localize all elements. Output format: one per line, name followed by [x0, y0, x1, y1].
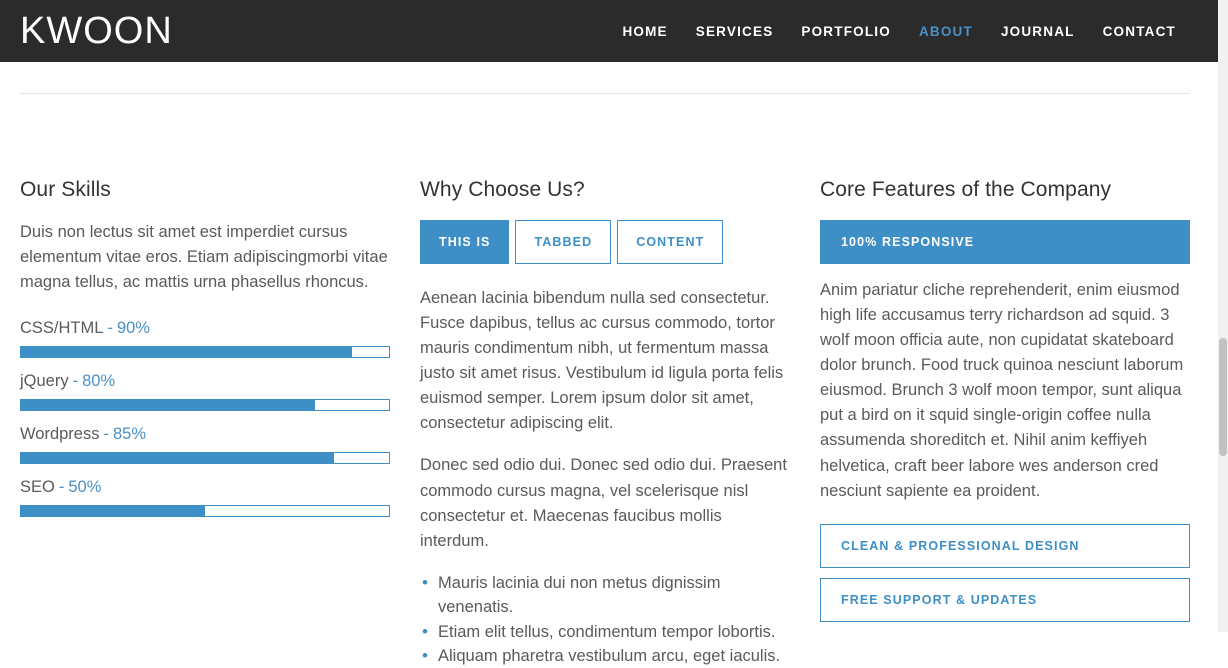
- accordion-header-free-support[interactable]: FREE SUPPORT & UPDATES: [820, 578, 1190, 622]
- nav-item-services[interactable]: SERVICES: [695, 23, 774, 39]
- tab-paragraph-1: Aenean lacinia bibendum nulla sed consectetur. Fusce dapibus, tellus ac cursus commodo, tortor mauris condimentum nibh, ut fermentum massa justo sit amet risus. Vestibulum id ligula porta felis euismod semper. Lorem ipsum dolor sit amet, consectetur adipiscing elit.: [420, 289, 784, 433]
- skill-progress-bar: [20, 346, 390, 358]
- skill-name: Wordpress: [20, 425, 100, 444]
- site-header: [0, 0, 1228, 62]
- skill-label: [20, 372, 390, 391]
- nav-item-home[interactable]: HOME: [622, 23, 668, 39]
- skill-separator: -: [107, 319, 113, 338]
- skill-label: [20, 319, 390, 338]
- skill-progress-bar: [20, 452, 390, 464]
- skill-progress-fill: [21, 400, 315, 410]
- skill-name: CSS/HTML: [20, 319, 104, 338]
- list-item: • Aliquam pharetra vestibulum arcu, eget iaculis.: [420, 644, 790, 668]
- skill-item: [20, 372, 390, 411]
- skill-progress-fill: [21, 453, 334, 463]
- skill-percent: 50%: [68, 478, 102, 497]
- tab-list: [420, 220, 790, 264]
- skill-label: [20, 425, 390, 444]
- list-item: • Mauris lacinia dui non metus dignissim venenatis.: [420, 571, 790, 620]
- section-divider: [20, 93, 1190, 94]
- nav-item-about[interactable]: ABOUT: [918, 23, 973, 39]
- skill-percent: 90%: [116, 319, 150, 338]
- tabs-title: Why Choose Us?: [420, 178, 585, 201]
- skill-item: [20, 425, 390, 464]
- content-columns: [0, 178, 1228, 668]
- tab-bullet-list: [420, 571, 790, 668]
- skills-title: Our Skills: [20, 178, 111, 201]
- list-item: • Etiam elit tellus, condimentum tempor lobortis.: [420, 620, 790, 644]
- skills-column: [0, 178, 420, 668]
- site-logo-text: KWOON: [20, 10, 173, 52]
- tab-paragraph-2: Donec sed odio dui. Donec sed odio dui. Praesent commodo cursus magna, vel scelerisque nisl consectetur et. Maecenas faucibus mollis interdum.: [420, 456, 787, 550]
- skill-name: SEO: [20, 478, 55, 497]
- features-column: [820, 178, 1228, 668]
- accordion-header-clean-design[interactable]: CLEAN & PROFESSIONAL DESIGN: [820, 524, 1190, 568]
- skill-progress-bar: [20, 399, 390, 411]
- tabs-column: [420, 178, 820, 668]
- skill-name: jQuery: [20, 372, 69, 391]
- page-scrollbar-track[interactable]: [1218, 0, 1228, 632]
- skill-percent: 85%: [112, 425, 147, 444]
- accordion-item-clean-design: [820, 524, 1190, 568]
- skill-item: [20, 319, 390, 358]
- accordion-body-responsive: Anim pariatur cliche reprehenderit, enim eiusmod high life accusamus terry richardson ad squid. 3 wolf moon officia aute, non cupidatat skateboard dolor brunch. Food truck quinoa nesciunt laborum eiusmod. Brunch 3 wolf moon tempor, sunt aliqua put a bird on it squid single-origin coffee nulla assumenda shoreditch et. Nihil anim keffiyeh helvetica, craft beer labore wes anderson cred nesciunt sapiente ea proident.: [820, 281, 1184, 500]
- nav-item-journal[interactable]: JOURNAL: [1000, 23, 1075, 39]
- skill-separator: -: [72, 372, 79, 391]
- skills-intro-text: Duis non lectus sit amet est imperdiet cursus elementum vitae eros. Etiam adipiscingmorbi vitae magna tellus, ac mattis urna phasellus rhoncus.: [20, 223, 388, 292]
- main-nav: [608, 24, 1190, 39]
- nav-item-contact[interactable]: CONTACT: [1102, 23, 1176, 39]
- skill-item: [20, 478, 390, 517]
- skill-progress-bar: [20, 505, 390, 517]
- skill-separator: -: [103, 425, 109, 444]
- tab-tabbed[interactable]: TABBED: [515, 220, 611, 264]
- accordion-header-responsive[interactable]: 100% RESPONSIVE: [820, 220, 1190, 264]
- skill-percent: 80%: [82, 372, 116, 391]
- skill-progress-fill: [21, 347, 352, 357]
- accordion-item-responsive: [820, 220, 1190, 514]
- accordion-item-free-support: [820, 578, 1190, 622]
- site-logo[interactable]: [20, 12, 173, 50]
- skill-separator: -: [58, 478, 65, 497]
- page-scrollbar-thumb[interactable]: [1219, 338, 1227, 456]
- nav-item-portfolio[interactable]: PORTFOLIO: [801, 23, 891, 39]
- skill-label: [20, 478, 390, 497]
- tab-content[interactable]: CONTENT: [617, 220, 723, 264]
- features-title: Core Features of the Company: [820, 178, 1112, 201]
- skill-progress-fill: [21, 506, 205, 516]
- tab-this-is[interactable]: THIS IS: [420, 220, 509, 264]
